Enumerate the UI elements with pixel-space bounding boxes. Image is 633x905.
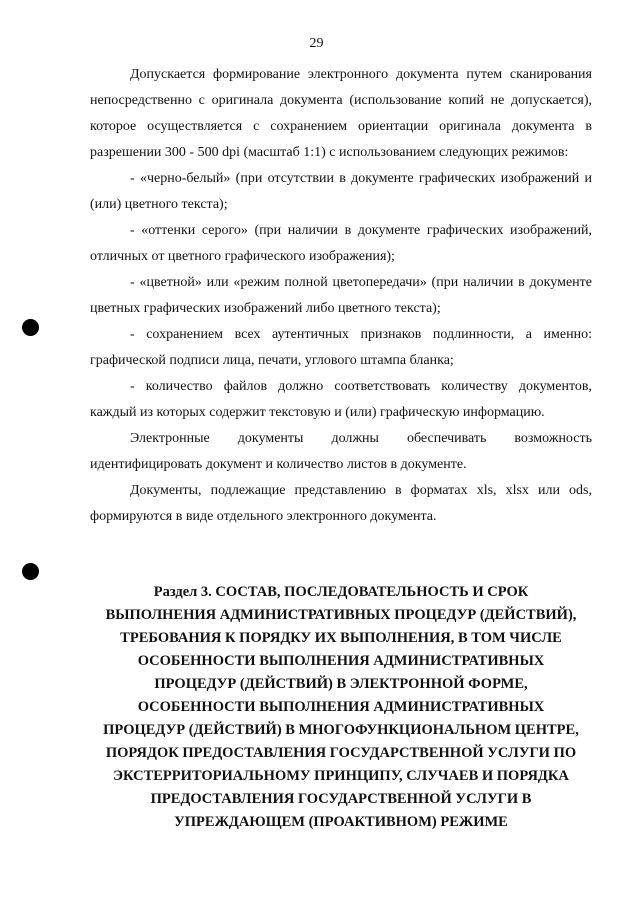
section-heading-line: ЭКСТЕРРИТОРИАЛЬНОМУ ПРИНЦИПУ, СЛУЧАЕВ И ПОРЯДКА <box>113 768 569 784</box>
paragraph-spreadsheet-formats: Документы, подлежащие представлению в форматах xls, xlsx или ods, формируются в виде отдельного электронного документа. <box>90 483 592 524</box>
section-heading-line: ОСОБЕННОСТИ ВЫПОЛНЕНИЯ АДМИНИСТРАТИВНЫХ <box>137 699 545 715</box>
list-item-grayscale: - «оттенки серого» (при наличии в документе графических изображений, отличных от цветного графического изображения); <box>90 223 592 264</box>
section-heading <box>90 581 592 834</box>
list-item-authenticity: - сохранением всех аутентичных признаков подлинности, а именно: графической подписи лица, печати, углового штампа бланка; <box>90 327 592 368</box>
section-heading-line: ПОРЯДОК ПРЕДОСТАВЛЕНИЯ ГОСУДАРСТВЕННОЙ УСЛУГИ ПО <box>105 745 577 761</box>
section-heading-line: УПРЕЖДАЮЩЕМ (ПРОАКТИВНОМ) РЕЖИМЕ <box>174 814 508 830</box>
list-item-file-count: - количество файлов должно соответствовать количеству документов, каждый из которых содержит текстовую и (или) графическую информацию. <box>90 379 592 420</box>
list-item-black-white: - «черно-белый» (при отсутствии в документе графических изображений и (или) цветного текста); <box>90 171 592 212</box>
paragraph-scanning: Допускается формирование электронного документа путем сканирования непосредственно с оригинала документа (использование копий не допускается), которое осуществляется с сохранением ориентации оригинала документа в разрешении 300 - 500 dpi (масштаб 1:1) с использованием следующих режимов: <box>90 67 592 160</box>
paragraph-identification: Электронные документы должны обеспечивать возможность идентифицировать документ и количество листов в документе. <box>90 431 592 472</box>
punch-hole <box>22 319 39 336</box>
section-heading-line: ПРЕДОСТАВЛЕНИЯ ГОСУДАРСТВЕННОЙ УСЛУГИ В <box>150 791 532 807</box>
list-item-color: - «цветной» или «режим полной цветопередачи» (при наличии в документе цветных графических изображений либо цветного текста); <box>90 275 592 316</box>
section-heading-line: ВЫПОЛНЕНИЯ АДМИНИСТРАТИВНЫХ ПРОЦЕДУР (ДЕЙСТВИЙ), <box>105 607 577 623</box>
page-number: 29 <box>309 36 324 51</box>
section-heading-line: Раздел 3. СОСТАВ, ПОСЛЕДОВАТЕЛЬНОСТЬ И СРОК <box>153 584 529 600</box>
document-body <box>90 62 592 530</box>
section-heading-line: ПРОЦЕДУР (ДЕЙСТВИЙ) В МНОГОФУНКЦИОНАЛЬНОМ ЦЕНТРЕ, <box>103 722 579 738</box>
section-heading-line: ТРЕБОВАНИЯ К ПОРЯДКУ ИХ ВЫПОЛНЕНИЯ, В ТОМ ЧИСЛЕ <box>120 630 562 646</box>
section-heading-line: ОСОБЕННОСТИ ВЫПОЛНЕНИЯ АДМИНИСТРАТИВНЫХ <box>137 653 545 669</box>
section-heading-line: ПРОЦЕДУР (ДЕЙСТВИЙ) В ЭЛЕКТРОННОЙ ФОРМЕ, <box>154 676 528 692</box>
punch-hole <box>22 563 39 580</box>
